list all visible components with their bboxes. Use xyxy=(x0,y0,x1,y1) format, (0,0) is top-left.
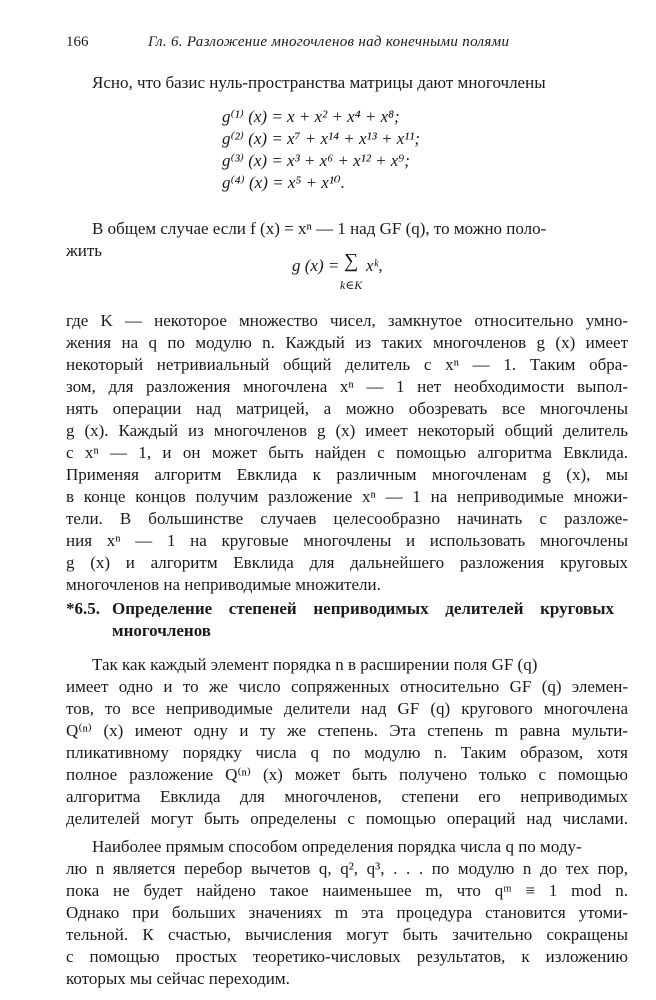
text-line: ния xⁿ — 1 на круговые многочлены и использовать многочлены xyxy=(66,531,628,550)
text-line: тели. В большинстве случаев целесообразно начинать с разложе- xyxy=(66,509,628,528)
page-number: 166 xyxy=(66,34,89,50)
text-line: зом, для разложения многочлена xⁿ — 1 нет необходимости выпол- xyxy=(66,377,628,396)
text-line: в конце концов получим разложение xⁿ — 1 на неприводимые множи- xyxy=(66,487,628,506)
sum-formula xyxy=(292,250,383,292)
section-number: *6.5. xyxy=(66,599,100,618)
text-line: многочленов на неприводимые множители. xyxy=(66,575,381,594)
text-line: g (x) и алгоритм Евклида для дальнейшего разложения круговых xyxy=(66,553,628,572)
paragraph-general-line: В общем случае если f (x) = xⁿ — 1 над GF (q), то можно поло- xyxy=(92,219,547,238)
section-title-cont: многочленов xyxy=(112,621,211,640)
text-line: тельной. К счастью, вычисления могут быть зачительно сокращены xyxy=(66,925,628,944)
text-line: нять операции над матрицей, а можно обозревать все многочлены xyxy=(66,399,628,418)
text-line: делителей могут быть определены с помощью операций над числами. xyxy=(66,809,628,828)
paragraph-general-line: жить xyxy=(66,241,103,260)
text-line: где K — некоторое множество чисел, замкнутое относительно умно- xyxy=(66,311,628,330)
text-line: пликативному порядку числа q по модулю n. Таким образом, хотя xyxy=(66,743,628,762)
text-line: Q⁽ⁿ⁾ (x) имеют одну и ту же степень. Эта степень m равна мульти- xyxy=(66,721,628,740)
section-title: Определение степеней неприводимых делителей круговых xyxy=(112,599,614,618)
text-line: тов, то все неприводимые делители над GF (q) кругового многочлена xyxy=(66,699,628,718)
equation-g4: g⁽⁴⁾ (x) = x⁵ + x¹⁰. xyxy=(222,173,345,192)
text-line: Однако при больших значениях m эта процедура становится утоми- xyxy=(66,903,628,922)
text-line: пока не будет найдено такое наименьшее m, что qᵐ ≡ 1 mod n. xyxy=(66,881,628,900)
text-line: с помощью простых теоретико-числовых результатов, к изложению xyxy=(66,947,628,966)
text-line: Так как каждый элемент порядка n в расширении поля GF (q) xyxy=(92,655,538,674)
text-line: алгоритма Евклида для многочленов, степени его неприводимых xyxy=(66,787,628,806)
text-line: имеет одно и то же число сопряженных относительно GF (q) элемен- xyxy=(66,677,628,696)
chapter-title: Гл. 6. Разложение многочленов над конечными полями xyxy=(148,34,510,50)
text-line: Наиболее прямым способом определения порядка числа q по моду- xyxy=(92,837,582,856)
text-line: с xⁿ — 1, и он может быть найден с помощью алгоритма Евклида. xyxy=(66,443,628,462)
sum-term: xᵏ, xyxy=(366,256,383,275)
sigma-symbol: ∑ xyxy=(344,250,359,272)
paragraph-intro: Ясно, что базис нуль-пространства матрицы дают многочлены xyxy=(92,73,546,92)
sum-lhs: g (x) = xyxy=(292,256,340,275)
equation-g1: g⁽¹⁾ (x) = x + x² + x⁴ + x⁸; xyxy=(222,107,400,126)
text-line: некоторый нетривиальный общий делитель с xⁿ — 1. Таким обра- xyxy=(66,355,628,374)
sum-subscript: k∈K xyxy=(340,278,363,292)
text-line: g (x). Каждый из многочленов g (x) имеет некоторый общий делитель xyxy=(66,421,628,440)
equation-g3: g⁽³⁾ (x) = x³ + x⁶ + x¹² + x⁹; xyxy=(222,151,410,170)
equation-g2: g⁽²⁾ (x) = x⁷ + x¹⁴ + x¹³ + x¹¹; xyxy=(222,129,421,148)
text-line: которых мы сейчас переходим. xyxy=(66,969,290,988)
text-line: Применяя алгоритм Евклида к различным многочленам g (x), мы xyxy=(66,465,628,484)
text-line: полное разложение Q⁽ⁿ⁾ (x) может быть получено только с помощью xyxy=(66,765,628,784)
text-line: жения на q по модулю n. Каждый из таких многочленов g (x) имеет xyxy=(66,333,628,352)
text-line: лю n является перебор вычетов q, q², q³, . . . по модулю n до тех пор, xyxy=(66,859,628,878)
